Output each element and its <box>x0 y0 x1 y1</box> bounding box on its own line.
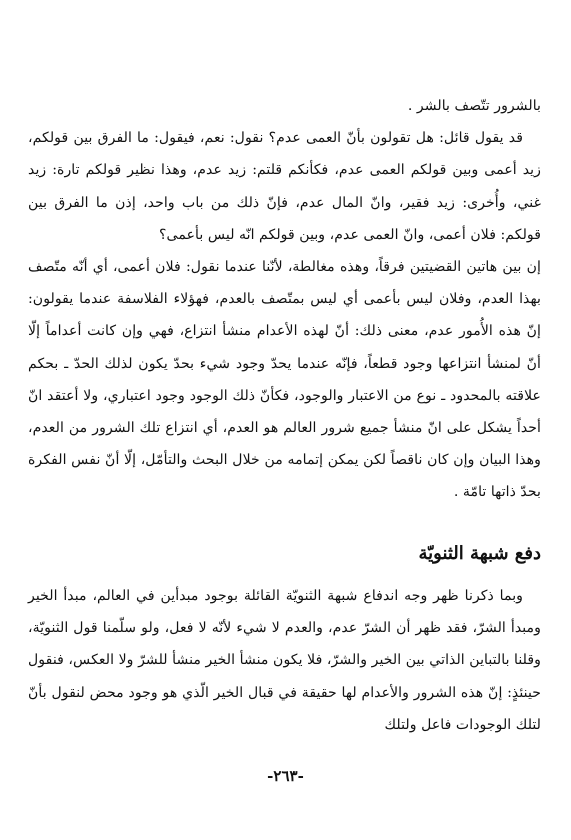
page-number: -٢٦٣- <box>267 767 304 785</box>
body-text-bottom <box>28 580 541 741</box>
paragraph: قد يقول قائل: هل تقولون بأنّ العمى عدم؟ نقول: نعم، فيقول: ما الفرق بين قولكم، زيد أعمى وبين قولكم العمى عدم، فكأنكم قلتم: زيد عدم، وهذا نظير قولكم تارة: زيد غني، وأُخرى: زيد فقير، وانّ المال عدم، فإنّ ذلك من باب واحد، إذن ما الفرق بين قولكم: فلان أعمى، وانّ العمى عدم، وبين قولكم انّه ليس بأعمى؟ <box>28 130 541 243</box>
section-heading: دفع شبهة الثنويّة <box>418 543 541 564</box>
paragraph: وبما ذكرنا ظهر وجه اندفاع شبهة الثنويّة القائلة بوجود مبدأين في العالم، مبدأ الخير ومبدأ الشرّ، فقد ظهر أن الشرّ عدم، والعدم لا شيء لأنّه لا فعل، ولو سلّمنا قول الثنويّة، وقلنا بالتباين الذاتي بين الخير والشرّ، فلا يكون منشأ الخير منشأ للشرّ ولا العكس، فنقول حينئذٍ: إنّ هذه الشرور والأعدام لها حقيقة في قبال الخير الّذي هو وجود محض لنقول بأنّ لتلك الوجودات فاعل ولتلك <box>28 588 541 733</box>
body-text-top <box>28 90 541 509</box>
paragraph: إن بين هاتين القضيتين فرقاً، وهذه مغالطة، لأنّنا عندما نقول: فلان أعمى، أي أنّه متّصف بهذا العدم، وفلان ليس بأعمى أي ليس بمتّصف بالعدم، فهؤلاء الفلاسفة عندما يقولون: إنّ هذه الأُمور عدم، معنى ذلك: أنّ لهذه الأعدام منشأ انتزاع، فهي وإن كانت أعداماً إلّا أنّ لمنشأ انتزاعها وجود قطعاً، فإنّه عندما يحدّ وجود شيء بحدّ يكون لذلك الحدّ ـ بحكم علاقته بالمحدود ـ نوع من الاعتبار والوجود، فكأنّ ذلك الوجود وجود اعتباري، ولا أعتقد انّ أحداً يشكل على انّ منشأ جميع شرور العالم هو العدم، أي انتزاع تلك الشرور من العدم، وهذا البيان وإن كان ناقصاً لكن يمكن إتمامه من خلال البحث والتأمّل، إلّا أنّ نفس الفكرة بحدّ ذاتها تامّة . <box>28 259 541 501</box>
paragraph: بالشرور تتّصف بالشر . <box>407 98 541 114</box>
